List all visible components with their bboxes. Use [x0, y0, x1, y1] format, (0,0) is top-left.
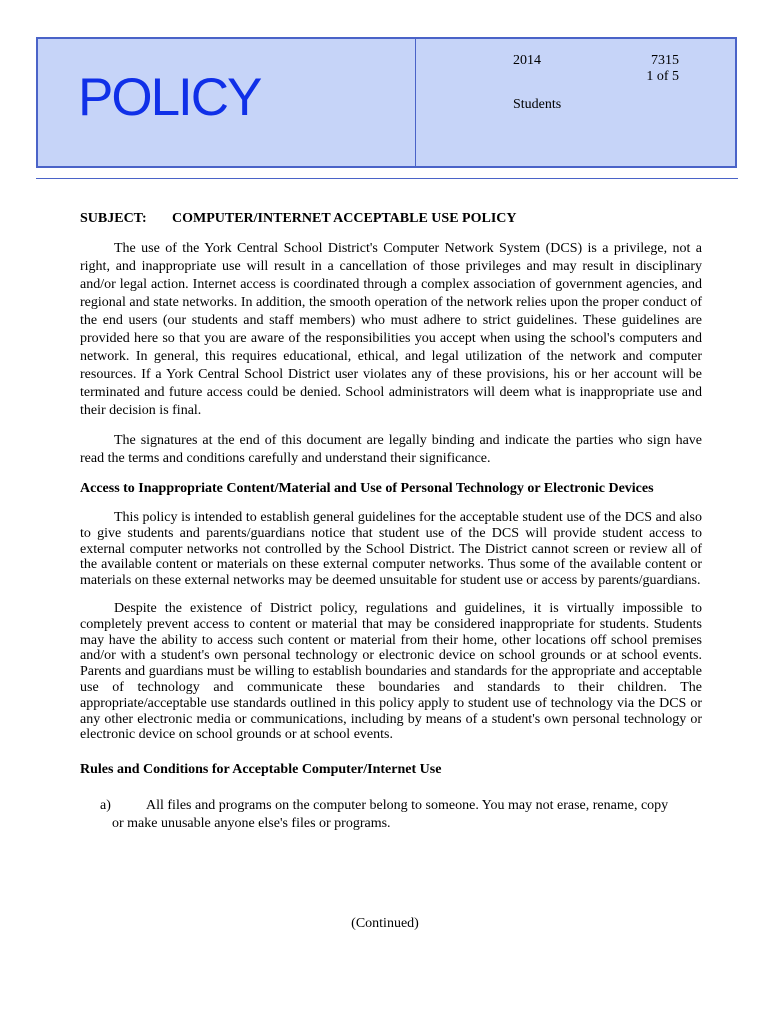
- access-paragraph-2: Despite the existence of District policy, regulations and guidelines, it is virtually impossible to completely prevent access to content or material that may be considered inappropriate for students. Students may have the ability to access such content or material from their home, other locations off school premises and/or with a student's own personal technology or electronic device on school grounds or at school events. Parents and guardians must be willing to establish boundaries and standards for the appropriate and acceptable use of technology and communicate these boundaries and standards to their children. The appropriate/acceptable use standards outlined in this policy apply to student use of technology via the DCS or any other electronic media or communications, including by means of a student's own personal technology or electronic device on school grounds or at school events.: [80, 600, 702, 743]
- intro-paragraph: The use of the York Central School District's Computer Network System (DCS) is a privilege, not a right, and inappropriate use will result in a cancellation of those privileges and may result in disciplinary and/or legal action. Internet access is coordinated through a complex association of government agencies, and regional and state networks. In addition, the smooth operation of the network relies upon the proper conduct of the end users (our students and staff members) who must adhere to strict guidelines. These guidelines are provided here so that you are aware of the responsibilities you accept when using the school's computers and network. In general, this requires educational, ethical, and legal utilization of the network and computer resources. If a York Central School District user violates any of these provisions, his or her account will be terminated and future access could be denied. School administrators will deem what is inappropriate use and their decision is final.: [80, 241, 702, 418]
- rules-section-heading: Rules and Conditions for Acceptable Computer/Internet Use: [80, 762, 442, 778]
- header-divider: [415, 39, 416, 166]
- rule-text-line-1: All files and programs on the computer belong to someone. You may not erase, rename, copy: [146, 798, 669, 814]
- subject-title: COMPUTER/INTERNET ACCEPTABLE USE POLICY: [172, 211, 517, 226]
- rule-item-a: [80, 797, 702, 833]
- policy-title: POLICY: [78, 68, 261, 127]
- header-rule: [36, 178, 738, 179]
- subject-line: [80, 210, 702, 228]
- rule-text: [112, 797, 669, 833]
- policy-number: 7315: [651, 53, 679, 68]
- continued-footer: (Continued): [351, 916, 419, 931]
- rule-text-line-2: or make unusable anyone else's files or programs.: [112, 816, 391, 832]
- subject-label: SUBJECT:: [80, 211, 147, 226]
- document-body: [80, 210, 702, 873]
- page-indicator: 1 of 5: [646, 69, 679, 84]
- policy-year: 2014: [513, 53, 541, 68]
- rule-marker: a): [100, 798, 111, 814]
- access-paragraph-1: This policy is intended to establish general guidelines for the acceptable student use of the DCS and also to give students and parents/guardians notice that student use of the DCS will provide student access to external computer networks not controlled by the School District. The District cannot screen or review all of the available content or materials on these external computer networks. Thus some of the available content or materials on these external networks may be deemed unsuitable for student use or access by parents/guardians.: [80, 510, 702, 589]
- access-section-heading: Access to Inappropriate Content/Material and Use of Personal Technology or Electronic Devices: [80, 481, 654, 496]
- policy-header: [36, 37, 737, 168]
- policy-section: Students: [513, 97, 562, 112]
- signature-paragraph: The signatures at the end of this document are legally binding and indicate the parties who sign have read the terms and conditions carefully and understand their significance.: [80, 433, 702, 466]
